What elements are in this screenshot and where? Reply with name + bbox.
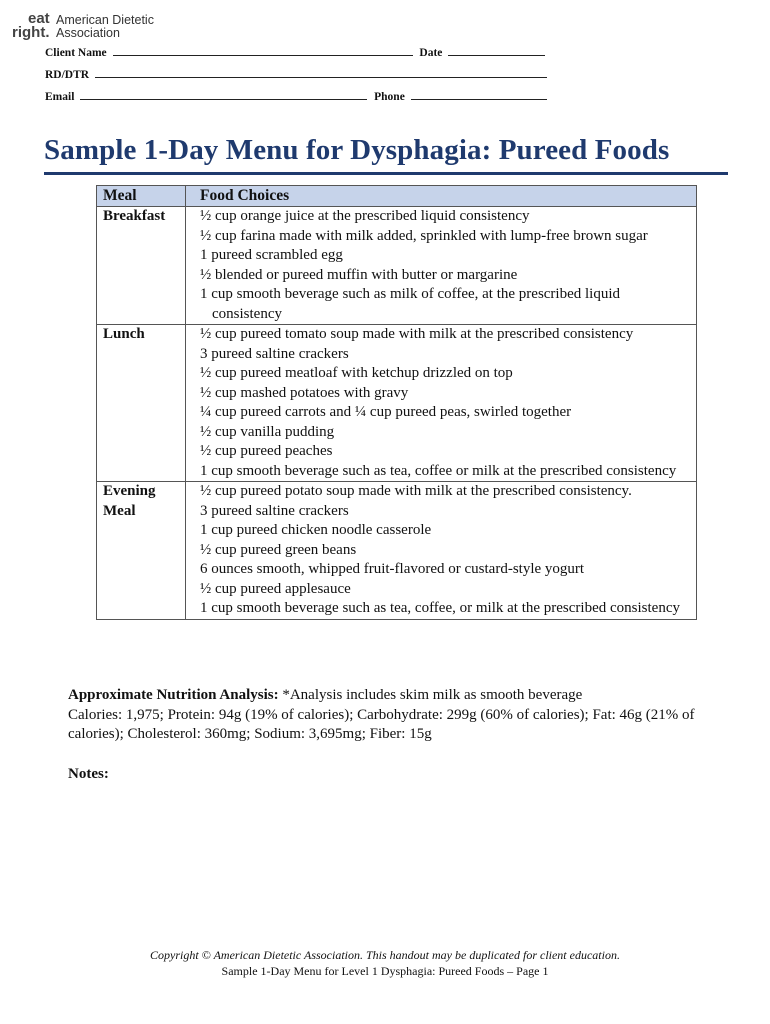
nutrition-analysis	[68, 686, 708, 745]
food-item: ½ cup pureed peaches	[200, 443, 333, 459]
food-item: 1 cup pureed chicken noodle casserole	[200, 522, 432, 538]
food-item: ½ blended or pureed muffin with butter or margarine	[200, 266, 518, 283]
meal-evening-line1: Evening	[103, 483, 156, 499]
footer	[0, 947, 770, 979]
header-food-choices: Food Choices	[186, 186, 697, 207]
food-item: ¼ cup pureed carrots and ¼ cup pureed peas, swirled together	[200, 404, 572, 420]
phone-field[interactable]	[411, 90, 547, 100]
logo-right: right.	[12, 24, 50, 41]
meal-lunch: Lunch	[97, 325, 186, 482]
phone-label: Phone	[374, 91, 405, 103]
copyright-text: Copyright © American Dietetic Association. This handout may be duplicated for client education.	[150, 948, 620, 962]
meal-evening	[97, 482, 186, 620]
email-phone-row	[45, 90, 551, 112]
notes-label: Notes:	[68, 766, 109, 782]
food-item: 1 pureed scrambled egg	[200, 247, 343, 263]
logo-org-name	[56, 14, 154, 40]
food-item: 3 pureed saltine crackers	[200, 502, 349, 519]
email-field[interactable]	[80, 90, 367, 100]
client-name-label: Client Name	[45, 47, 107, 59]
food-item: ½ cup orange juice at the prescribed liquid consistency	[200, 208, 530, 224]
client-name-row	[45, 46, 551, 68]
food-list-breakfast	[186, 207, 697, 325]
food-list-lunch	[186, 325, 697, 482]
client-name-field[interactable]	[113, 46, 413, 56]
nutrition-note: *Analysis includes skim milk as smooth beverage	[278, 687, 583, 703]
food-item: ½ cup pureed applesauce	[200, 580, 351, 597]
logo-org-line2: Association	[56, 26, 120, 40]
logo-org-line1: American Dietetic	[56, 13, 154, 27]
table-row-breakfast	[97, 207, 697, 325]
food-item: ½ cup pureed tomato soup made with milk at the prescribed consistency	[200, 326, 634, 342]
food-item: ½ cup mashed potatoes with gravy	[200, 384, 409, 401]
food-list-evening	[186, 482, 697, 620]
eat-right-logo-mark	[12, 12, 52, 42]
food-item: ½ cup pureed potato soup made with milk at the prescribed consistency.	[200, 483, 632, 499]
date-field[interactable]	[448, 46, 545, 56]
meal-breakfast: Breakfast	[97, 207, 186, 325]
rd-dtr-label: RD/DTR	[45, 69, 90, 81]
table-header-row	[97, 186, 697, 207]
table-row-lunch	[97, 325, 697, 482]
meal-evening-line2: Meal	[103, 502, 136, 519]
logo-eat: eat	[28, 10, 50, 27]
date-label: Date	[419, 47, 443, 59]
food-item: ½ cup pureed meatloaf with ketchup drizzled on top	[200, 365, 513, 381]
title-divider	[44, 172, 728, 175]
rd-dtr-field[interactable]	[95, 68, 547, 78]
food-item: ½ cup vanilla pudding	[200, 423, 335, 440]
menu-table	[96, 185, 697, 620]
nutrition-label: Approximate Nutrition Analysis:	[68, 687, 279, 703]
rd-dtr-row	[45, 68, 551, 90]
food-item: 1 cup smooth beverage such as tea, coffee, or milk at the prescribed consistency	[200, 600, 680, 616]
food-item: 6 ounces smooth, whipped fruit-flavored or custard-style yogurt	[200, 561, 585, 577]
logo	[12, 12, 154, 42]
food-item: ½ cup pureed green beans	[200, 541, 357, 558]
client-info-form	[45, 46, 551, 112]
header-meal: Meal	[97, 186, 186, 207]
food-item: 3 pureed saltine crackers	[200, 345, 349, 362]
nutrition-values: Calories: 1,975; Protein: 94g (19% of calories); Carbohydrate: 299g (60% of calories); Fat: 46g (21% of calories); Cholesterol: 360mg; Sodium: 3,695mg; Fiber: 15g	[68, 706, 695, 742]
food-item: ½ cup farina made with milk added, sprinkled with lump-free brown sugar	[200, 227, 648, 244]
food-item: 1 cup smooth beverage such as milk of coffee, at the prescribed liquid consistency	[200, 286, 621, 322]
table-row-evening-meal	[97, 482, 697, 620]
page-footer-title: Sample 1-Day Menu for Level 1 Dysphagia: Pureed Foods – Page 1	[221, 964, 549, 978]
email-label: Email	[45, 91, 75, 103]
page-title: Sample 1-Day Menu for Dysphagia: Pureed Foods	[44, 134, 670, 166]
food-item: 1 cup smooth beverage such as tea, coffee or milk at the prescribed consistency	[200, 462, 677, 479]
